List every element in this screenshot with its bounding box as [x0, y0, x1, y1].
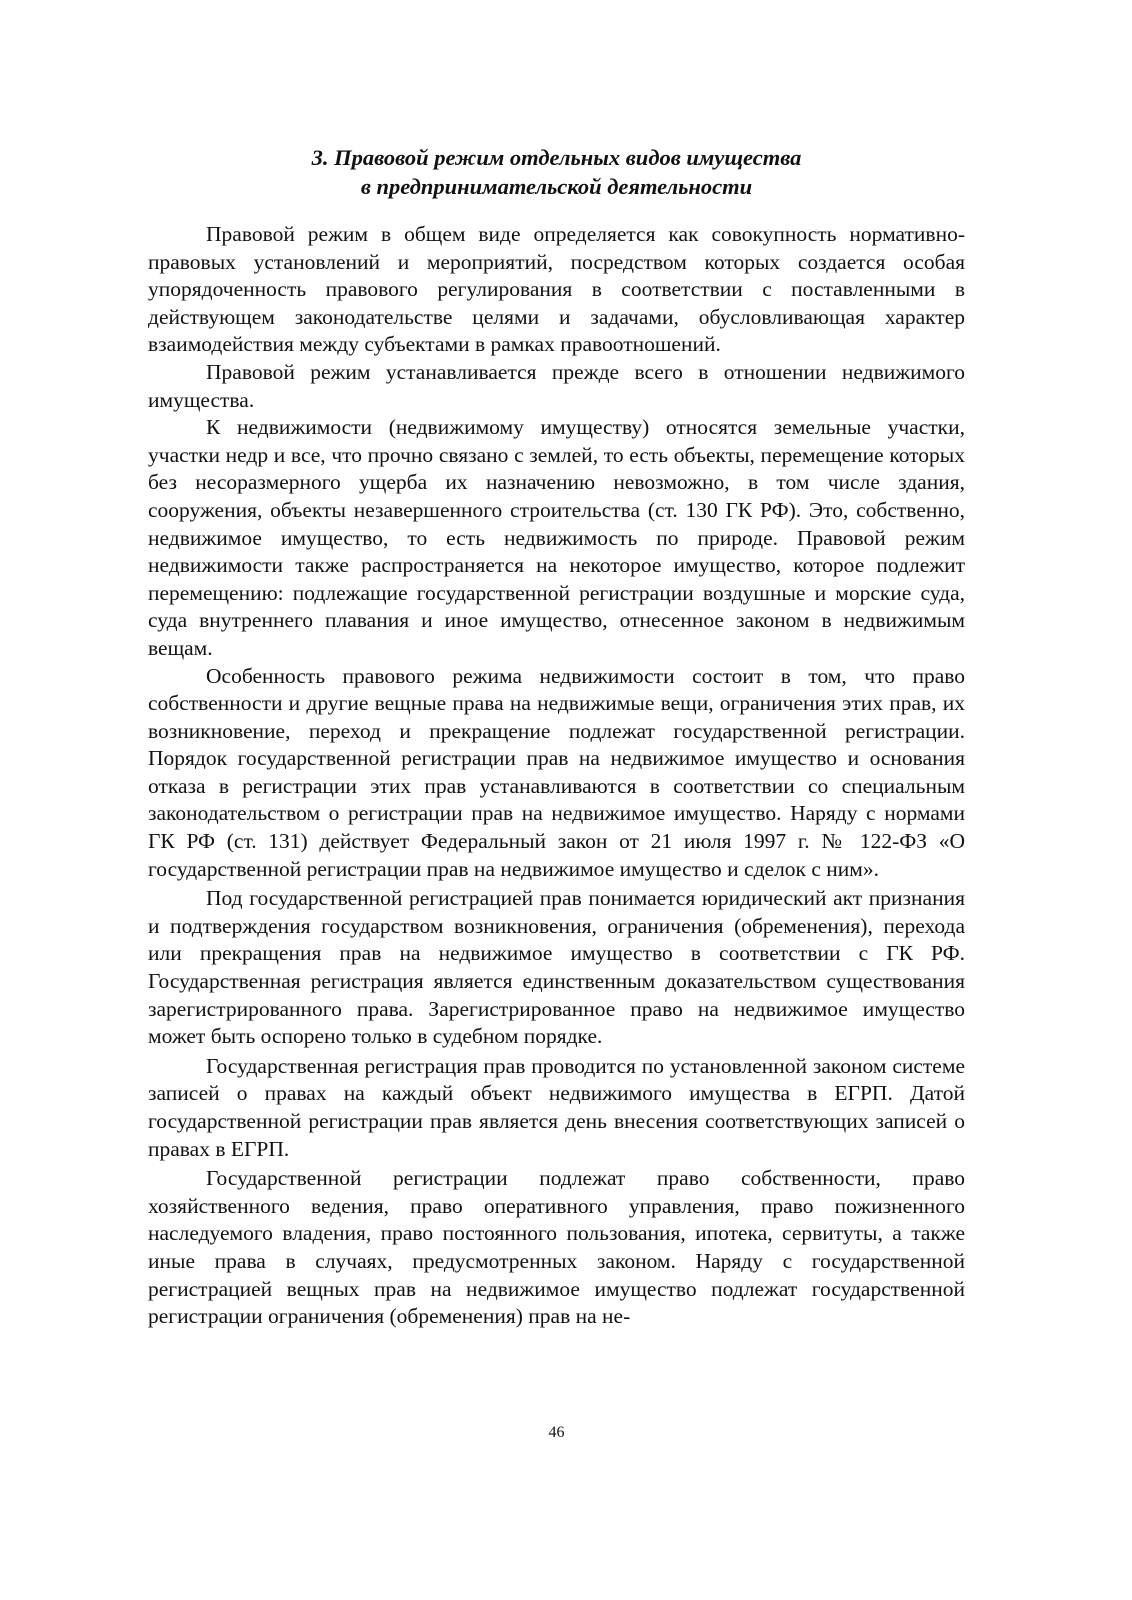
section-heading	[148, 143, 965, 201]
body-text	[148, 221, 965, 1331]
page-number: 46	[548, 1424, 565, 1441]
paragraph-registration-definition: Под государственной регистрацией прав понимается юридический акт признания и подтверждения государством возникновения, ограничения (обременения), перехода или прекращения прав на недвижимое имущество в соответствии с ГК РФ. Государственная регистрация является единственным доказательством существования зарегистрированного права. Зарегистрированное право на недвижимое имущество может быть оспорено только в судебном порядке.	[148, 886, 965, 1049]
paragraph-rights-subject-to-registration: Государственной регистрации подлежат право собственности, право хозяйственного ведения, право оперативного управления, право пожизненного наследуемого владения, право постоянного пользования, ипотека, сервитуты, а также иные права в случаях, предусмотренных законом. Наряду с государственной регистрацией вещных прав на недвижимое имущество подлежат государственной регистрации ограничения (обременения) прав на не-	[148, 1166, 965, 1329]
paragraph-egrp-records: Государственная регистрация прав проводится по установленной законом системе записей о правах на каждый объект недвижимого имущества в ЕГРП. Датой государственной регистрации прав является день внесения соответствующих записей о правах в ЕГРП.	[148, 1053, 965, 1161]
paragraph-legal-regime-definition: Правовой режим в общем виде определяется как совокупность нормативно-правовых установлений и мероприятий, посредством которых создается особая упорядоченность правового регулирования в соответствии с поставленными в действующем законодательстве целями и задачами, обусловливающая характер взаимодействия между субъектами в рамках правоотношений.	[148, 222, 965, 357]
paragraph-registration-feature: Особенность правового режима недвижимости состоит в том, что право собственности и другие вещные права на недвижимые вещи, ограничения этих прав, их возникновение, переход и прекращение подлежат государственной регистрации. Порядок государственной регистрации прав на недвижимое имущество и основания отказа в регистрации этих прав устанавливаются в соответствии со специальным законодательством о регистрации прав на недвижимое имущество. Наряду с нормами ГК РФ (ст. 131) действует Федеральный закон от 21 июля 1997 г. № 122-ФЗ «О государственной регистрации прав на недвижимое имущество и сделок с ним».	[148, 663, 965, 881]
paragraph-real-estate-objects: К недвижимости (недвижимому имуществу) относятся земельные участки, участки недр и все, что прочно связано с землей, то есть объекты, перемещение которых без несоразмерного ущерба их назначению невозможно, в том числе здания, сооружения, объекты незавершенного строительства (ст. 130 ГК РФ). Это, собственно, недвижимое имущество, то есть недвижимость по природе. Правовой режим недвижимости также распространяется на некоторое имущество, которое подлежит перемещению: подлежащие государственной регистрации воздушные и морские суда, суда внутреннего плавания и иное имущество, отнесенное законом в недвижимым вещам.	[148, 415, 965, 660]
section-heading-line-1: 3. Правовой режим отдельных видов имущества	[311, 145, 802, 170]
paragraph-regime-real-estate: Правовой режим устанавливается прежде всего в отношении недвижимого имущества.	[148, 359, 965, 412]
section-heading-line-2: в предпринимательской деятельности	[360, 174, 753, 199]
